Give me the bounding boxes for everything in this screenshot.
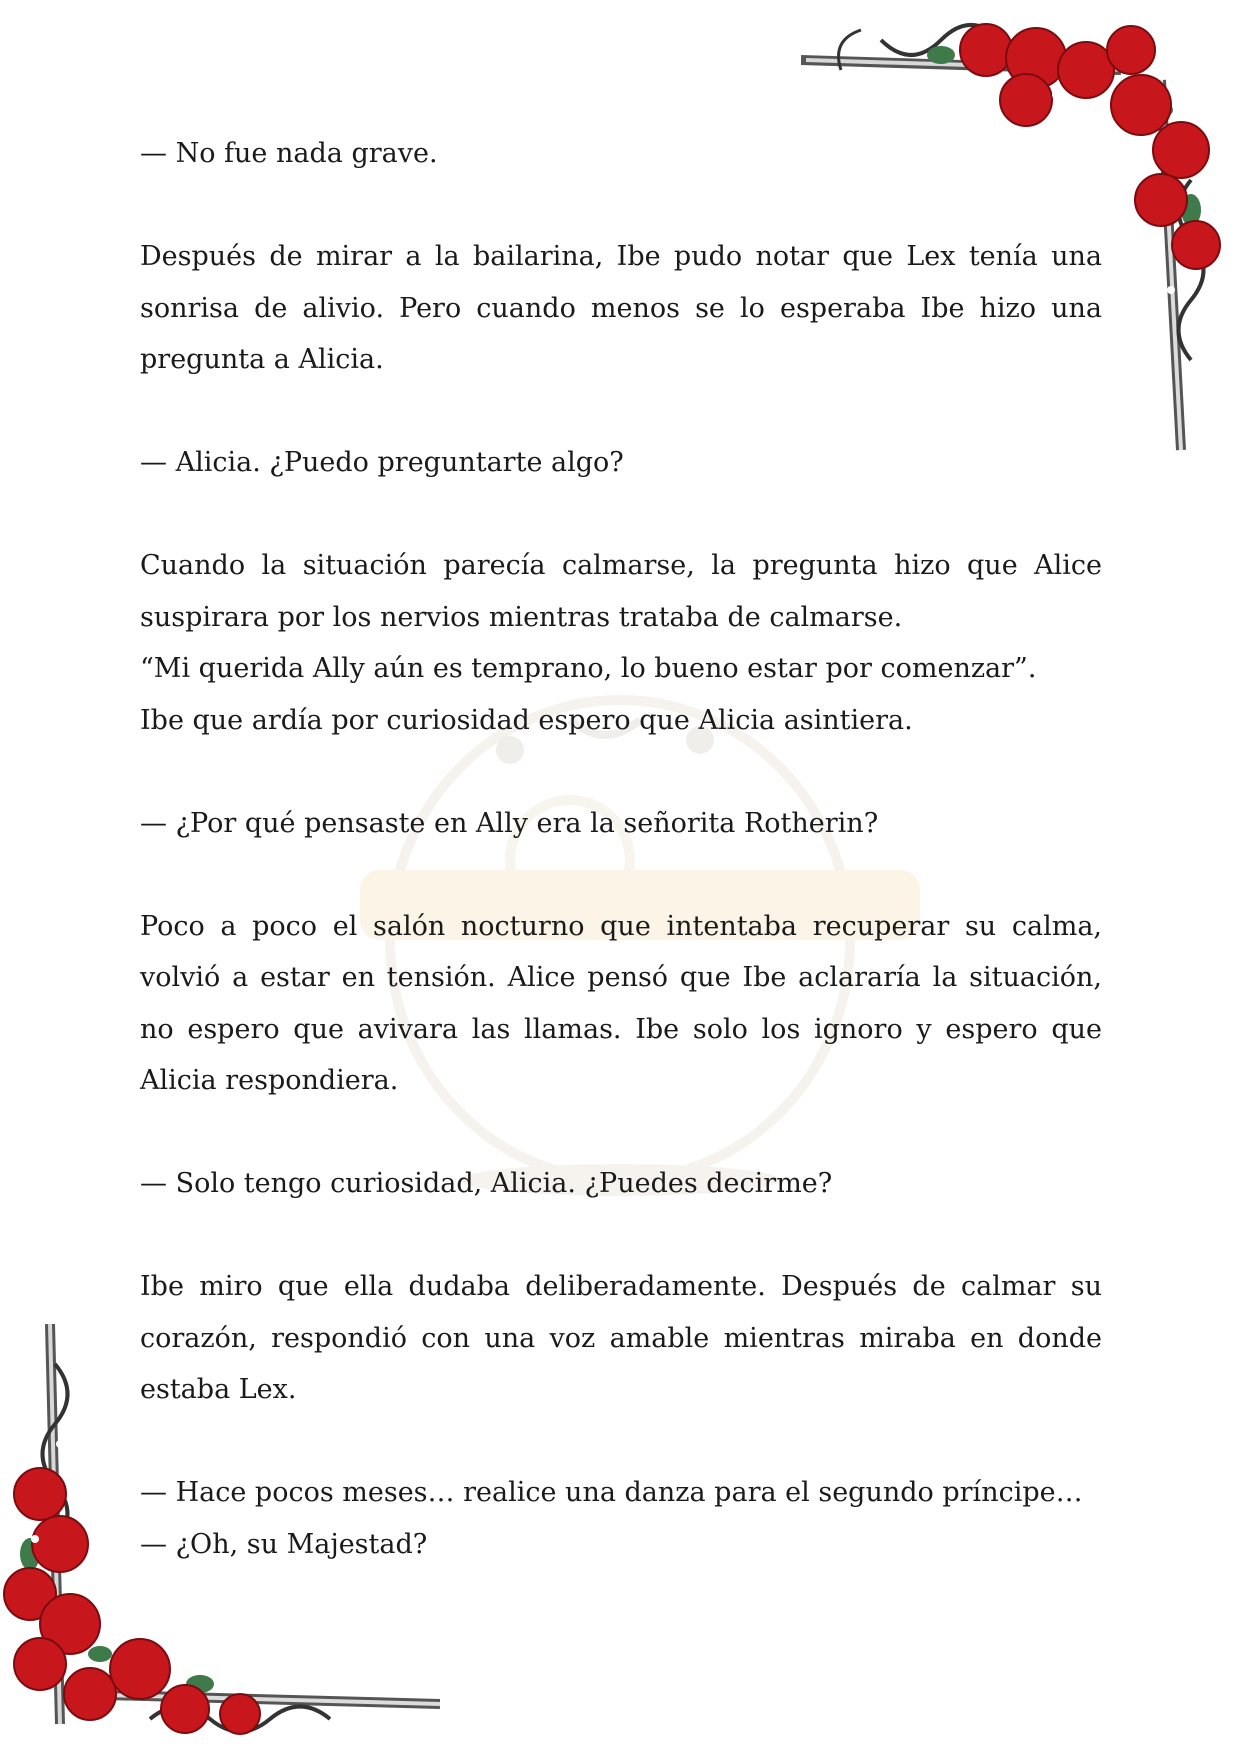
- paragraph: — ¿Por qué pensaste en Ally era la señorita Rotherin?: [140, 807, 879, 839]
- paragraph: — No fue nada grave.: [140, 138, 438, 169]
- paragraph: “Mi querida Ally aún es temprano, lo bueno estar por comenzar”.: [140, 653, 1037, 684]
- blank-line: [140, 1416, 1102, 1468]
- blank-line: [140, 489, 1102, 541]
- blank-line: [140, 746, 1102, 798]
- paragraph: — ¿Oh, su Majestad?: [140, 1528, 428, 1560]
- paragraph: — Hace pocos meses… realice una danza para el segundo príncipe…: [140, 1477, 1083, 1508]
- blank-line: [140, 180, 1102, 232]
- paragraph: Poco a poco el salón nocturno que intentaba recuperar su calma, volvió a estar en tensión. Alice pensó que Ibe aclararía la situación, no espero que avivara las llamas. Ibe solo los ignoro y espero que Alicia respondiera.: [140, 910, 1102, 1096]
- blank-line: [140, 1107, 1102, 1159]
- paragraph: Cuando la situación parecía calmarse, la pregunta hizo que Alice suspirara por los nervios mientras trataba de calmarse.: [140, 550, 1102, 633]
- blank-line: [140, 1210, 1102, 1262]
- paragraph: Ibe que ardía por curiosidad espero que Alicia asintiera.: [140, 704, 913, 736]
- blank-line: [140, 849, 1102, 901]
- paragraph: Después de mirar a la bailarina, Ibe pudo notar que Lex tenía una sonrisa de alivio. Pero cuando menos se lo esperaba Ibe hizo una pregunta a Alicia.: [140, 241, 1102, 375]
- paragraph: — Alicia. ¿Puedo preguntarte algo?: [140, 447, 624, 478]
- body-text: [140, 128, 1102, 1570]
- paragraph: Ibe miro que ella dudaba deliberadamente. Después de calmar su corazón, respondió con una voz amable mientras miraba en donde estaba Lex.: [140, 1271, 1102, 1405]
- paragraph: — Solo tengo curiosidad, Alicia. ¿Puedes decirme?: [140, 1168, 833, 1199]
- blank-line: [140, 386, 1102, 438]
